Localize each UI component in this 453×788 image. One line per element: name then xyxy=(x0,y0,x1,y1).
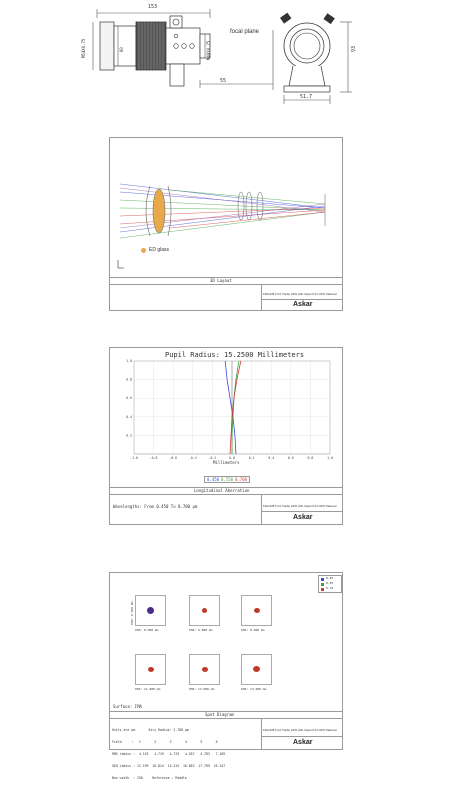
spot-box-3 xyxy=(241,595,272,626)
aberration-chart xyxy=(110,348,342,468)
spot-label-1: IMA: 0.000 mm xyxy=(135,628,159,632)
spot-legend-2: 0.55 xyxy=(326,581,334,585)
spot-brand: Askar xyxy=(293,739,313,746)
aberration-panel xyxy=(109,347,343,525)
dim-left-label: M54X0.75 xyxy=(81,38,86,58)
aberration-footer-title: Longitudinal Aberration xyxy=(194,488,250,493)
drawing-lines xyxy=(60,0,390,110)
x-tick-label: 1.0 xyxy=(327,456,333,460)
spot-box-6 xyxy=(241,654,272,685)
layout-footer-title: 3D Layout xyxy=(210,278,232,283)
stats-line-5: Box width : 250 Reference : Middle xyxy=(112,776,187,780)
dim-base-label: 51.7 xyxy=(300,94,313,100)
spot-box-4 xyxy=(135,654,166,685)
spot-legend-swatch-2 xyxy=(321,583,324,586)
spot-legend-swatch-3 xyxy=(321,588,324,591)
dim-height-label: 93 xyxy=(351,45,357,52)
stats-line-2: Field : 1 2 3 4 5 6 xyxy=(112,740,218,744)
spot-stats xyxy=(112,720,225,788)
aberration-product-line: FMA135 F4.0 Triplet APO with triplet F4.0 APO flattener xyxy=(263,504,338,508)
dim-total-label: 153 xyxy=(148,4,158,10)
spot-box-5 xyxy=(189,654,220,685)
aberration-xlabel: Millimeters xyxy=(213,460,240,465)
spot-footer-title: Spot Diagram xyxy=(205,712,234,717)
x-tick-label: 0.8 xyxy=(307,456,314,460)
dim-mid-label: 80 xyxy=(119,47,124,52)
spot-legend xyxy=(318,575,342,593)
stats-line-4: GEO radius : 12.199 16.824 15.225 16.853 17.799 25.347 xyxy=(112,764,226,768)
layout-panel xyxy=(109,137,343,311)
spot-4 xyxy=(148,667,154,672)
x-tick-label: -1.0 xyxy=(130,456,138,460)
ed-glass-legend: ED glass xyxy=(149,247,170,253)
x-tick-label: 0.0 xyxy=(229,456,235,460)
y-tick-label: 0.8 xyxy=(126,377,132,382)
dim-focal-label: 55 xyxy=(220,78,227,84)
wavelengths-note: Wavelengths: From 0.450 To 0.700 µm xyxy=(113,504,198,509)
aberration-brand: Askar xyxy=(293,514,313,521)
y-tick-label: 0.6 xyxy=(126,396,132,401)
x-tick-label: 0.4 xyxy=(268,456,275,460)
spot-5 xyxy=(202,667,208,672)
y-tick-label: 1.0 xyxy=(126,359,132,363)
x-tick-label: 0.6 xyxy=(287,456,294,460)
spot-2 xyxy=(202,608,207,613)
stats-line-1: Units are µm. Airy Radius: 2.788 µm xyxy=(112,728,189,732)
y-tick-label: 0.2 xyxy=(126,433,132,438)
focal-plane-label: focal plane xyxy=(230,29,260,35)
legend-series-2: 0.550 xyxy=(221,477,234,482)
spot-1 xyxy=(147,607,154,614)
x-tick-label: 0.2 xyxy=(248,456,255,460)
spot-legend-1: 0.45 xyxy=(326,576,334,580)
legend-series-3: 0.700 xyxy=(235,477,248,482)
legend-series-1: 0.450 xyxy=(207,477,220,482)
spot-y-axis-label: IMA: 0.000 mm xyxy=(130,601,134,625)
spot-panel xyxy=(109,572,343,780)
aberration-chart-title: Pupil Radius: 15.2500 Millimeters xyxy=(165,351,305,359)
dim-right-label: M48X0.75 xyxy=(206,40,211,60)
x-tick-label: -0.2 xyxy=(208,456,217,460)
layout-product-line: FMA135 F4.0 Triplet APO with triplet F4.0 APO flattener xyxy=(263,292,338,296)
spot-product-line: FMA135 F4.0 Triplet APO with triplet F4.0 APO flattener xyxy=(263,728,338,732)
x-tick-label: -0.8 xyxy=(149,456,158,460)
x-tick-label: -0.6 xyxy=(169,456,178,460)
y-tick-label: 0.4 xyxy=(126,414,132,419)
mechanical-drawing xyxy=(60,0,390,110)
spot-label-2: IMA: 6.000 mm xyxy=(189,628,213,632)
ray-trace xyxy=(110,138,342,278)
spot-label-4: IMA: 11.000 mm xyxy=(135,687,161,691)
spot-label-3: IMA: 8.000 mm xyxy=(241,628,265,632)
layout-brand: Askar xyxy=(293,301,313,308)
stats-line-3: RMS radius : 4.143 4.719 4.725 4.557 4.783 7.209 xyxy=(112,752,226,756)
surface-label: Surface: IMA xyxy=(113,704,142,709)
spot-label-6: IMA: 14.500 mm xyxy=(241,687,267,691)
spot-6 xyxy=(253,666,260,672)
spot-box-2 xyxy=(189,595,220,626)
spot-legend-swatch-1 xyxy=(321,578,324,581)
spot-3 xyxy=(254,608,260,613)
spot-legend-3: 0.70 xyxy=(326,586,334,590)
spot-label-5: IMA: 13.000 mm xyxy=(189,687,215,691)
aberration-legend xyxy=(204,476,250,483)
ed-glass-swatch xyxy=(141,248,146,253)
x-tick-label: -0.4 xyxy=(188,456,197,460)
spot-box-1 xyxy=(135,595,166,626)
